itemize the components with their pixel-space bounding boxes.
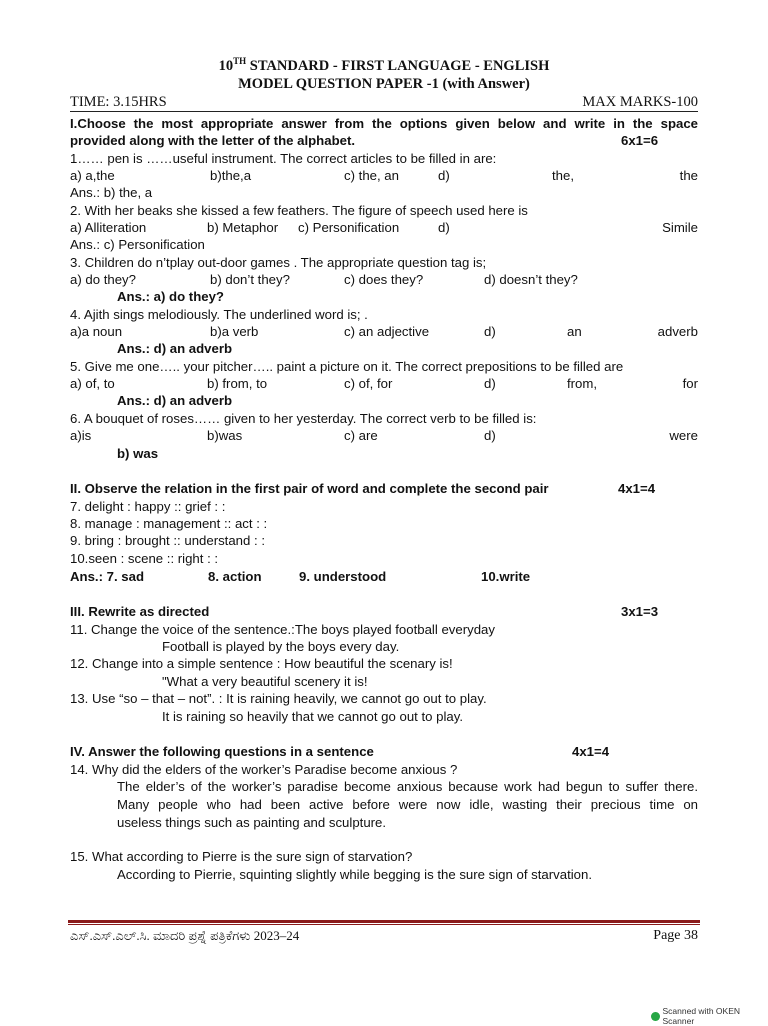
section1-heading-line1: I.Choose the most appropriate answer from the options given below and write in the space xyxy=(70,116,698,131)
section3-marks: 3x1=3 xyxy=(621,604,659,619)
time-row xyxy=(70,94,698,111)
question-14: 14. Why did the elders of the worker’s Paradise become anxious ? xyxy=(70,762,458,777)
answer-14-line3: useless things such as painting and sculpture. xyxy=(117,815,387,830)
footer-left-text: ಎಸ್.ಎಸ್.ಎಲ್.ಸಿ. ಮಾದರಿ ಪ್ರಶ್ನೆ ಪತ್ರಿಕೆಗಳು 2023–24 xyxy=(70,928,300,943)
section2-heading: II. Observe the relation in the first pair of word and complete the second pair 4x1=4 xyxy=(70,481,656,496)
question-11: 11. Change the voice of the sentence.:The boys played football everyday xyxy=(70,622,495,637)
paper-title: 10TH STANDARD - FIRST LANGUAGE - ENGLISH xyxy=(218,56,550,74)
question-15: 15. What according to Pierre is the sure sign of starvation? xyxy=(70,849,413,864)
question-1-answer: Ans.: b) the, a xyxy=(70,185,153,200)
question-12: 12. Change into a simple sentence : How beautiful the scenary is! xyxy=(70,656,453,671)
section3-heading: III. Rewrite as directed 3x1=3 xyxy=(70,604,659,619)
section1-marks: 6x1=6 xyxy=(621,133,659,148)
time-label: TIME: 3.15HRS xyxy=(70,94,167,110)
answer-15: According to Pierrie, squinting slightly while begging is the sure sign of starvation. xyxy=(117,867,593,882)
question-6: 6. A bouquet of roses…… given to her yesterday. The correct verb to be filled is: xyxy=(70,411,537,426)
section4-heading: IV. Answer the following questions in a sentence 4x1=4 xyxy=(70,744,610,759)
section2-marks: 4x1=4 xyxy=(618,481,656,496)
page-number: Page 38 xyxy=(653,928,698,943)
scanner-watermark: Scanned with OKEN Scanner xyxy=(651,1006,768,1026)
analogy-7: 7. delight : happy :: grief : : xyxy=(70,499,226,514)
question-5: 5. Give me one….. your pitcher….. paint a picture on it. The correct prepositions to be filled are xyxy=(70,359,624,374)
section1-heading-line2: provided along with the letter of the alphabet. 6x1=6 xyxy=(70,133,659,148)
header-divider xyxy=(70,111,698,112)
question-4: 4. Ajith sings melodiously. The underlined word is; . xyxy=(70,307,368,322)
analogy-9: 9. bring : brought :: understand : : xyxy=(70,533,266,548)
scanner-logo-icon xyxy=(651,1012,660,1021)
question-2-answer: Ans.: c) Personification xyxy=(70,237,205,252)
question-13: 13. Use “so – that – not”. : It is raining heavily, we cannot go out to play. xyxy=(70,691,487,706)
analogy-8: 8. manage : management :: act : : xyxy=(70,516,268,531)
footer-rule-thin xyxy=(68,924,700,925)
question-3: 3. Children do n’tplay out-door games . The appropriate question tag is; xyxy=(70,255,487,270)
analogy-10: 10.seen : scene :: right : : xyxy=(70,551,219,566)
footer-rule xyxy=(68,920,700,923)
answer-14-line1: The elder’s of the worker’s paradise become anxious because work had begun to suffer there. xyxy=(117,779,698,794)
question-1: 1…… pen is ……useful instrument. The correct articles to be filled in are: xyxy=(70,151,497,166)
max-marks-label: MAX MARKS-100 xyxy=(582,94,698,110)
question-2: 2. With her beaks she kissed a few feathers. The figure of speech used here is xyxy=(70,203,528,218)
section4-marks: 4x1=4 xyxy=(572,744,610,759)
paper-subtitle: MODEL QUESTION PAPER -1 (with Answer) xyxy=(238,76,530,92)
answer-14-line2: Many people who had been active before were now idle, wasting their precious time on xyxy=(117,797,698,812)
